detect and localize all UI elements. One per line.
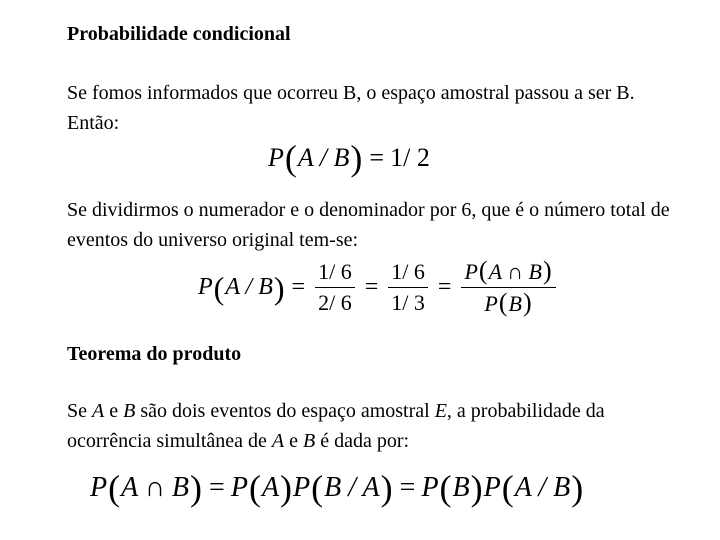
equation-conditional-half — [268, 140, 430, 176]
eq2-equals-2: = — [364, 274, 379, 300]
eq1-open-paren: ( — [284, 138, 297, 178]
paragraph-divide-by-six: Se dividirmos o numerador e o denominador por 6, que é o número total de eventos do universo original tem-se: — [67, 199, 670, 251]
pt-var-a: A — [92, 400, 105, 422]
eq2-f3-den-close: ) — [522, 288, 532, 317]
paragraph-product-theorem — [67, 396, 687, 456]
pt-var-e: E — [434, 400, 447, 422]
eq3-close-3: ) — [380, 468, 393, 508]
eq1-close-paren: ) — [350, 138, 363, 178]
eq2-f3-num-close: ) — [542, 256, 552, 285]
pt-text-4: , a probabilidade da ocorrência simultânea de — [67, 400, 605, 452]
equation-product-theorem — [90, 470, 584, 506]
pt-text-2: e — [104, 400, 124, 422]
eq3-open-2: ( — [248, 468, 261, 508]
pt-text-1: Se — [67, 400, 92, 422]
eq3-close-1: ) — [190, 468, 203, 508]
eq2-equals-1: = — [291, 274, 306, 300]
eq3-p4: P — [421, 472, 439, 503]
eq3-close-2: ) — [280, 468, 293, 508]
eq2-equals-3: = — [437, 274, 452, 300]
eq3-equals-2: = — [399, 472, 416, 503]
eq2-f3-denominator — [481, 288, 535, 317]
eq3-p1: P — [90, 472, 108, 503]
eq2-f3-numerator — [461, 258, 555, 288]
eq3-p5: P — [483, 472, 501, 503]
eq1-equals: = — [369, 143, 385, 172]
eq2-f2-numerator: 1/ 6 — [388, 259, 428, 288]
eq3-b: B — [452, 472, 470, 503]
eq2-f1-numerator: 1/ 6 — [315, 259, 355, 288]
eq2-fraction-1 — [315, 259, 355, 316]
eq3-close-4: ) — [470, 468, 483, 508]
eq1-rhs: 1/ 2 — [390, 143, 430, 172]
eq3-close-5: ) — [571, 468, 584, 508]
heading-conditional-probability: Probabilidade condicional — [67, 23, 291, 45]
eq1-arg: A / B — [297, 143, 350, 172]
eq2-close-paren: ) — [273, 269, 285, 306]
eq2-f3-den-arg: B — [508, 291, 522, 316]
eq3-open-3: ( — [311, 468, 324, 508]
equation-conditional-fractions — [198, 258, 560, 317]
eq2-p: P — [198, 274, 213, 300]
pt-text-6: é dada por: — [315, 430, 410, 452]
eq3-p2: P — [230, 472, 248, 503]
eq1-p: P — [268, 143, 284, 172]
eq3-open-4: ( — [439, 468, 452, 508]
eq3-a-inter-b: A ∩ B — [121, 472, 190, 503]
pt-var-b2: B — [303, 430, 316, 452]
eq2-f3-num-arg: A ∩ B — [488, 259, 542, 284]
eq3-a: A — [261, 472, 280, 503]
eq2-f3-den-open: ( — [498, 288, 508, 317]
eq2-f3-num-open: ( — [478, 256, 488, 285]
eq3-p3: P — [293, 472, 311, 503]
eq3-open-1: ( — [108, 468, 121, 508]
heading-product-theorem: Teorema do produto — [67, 343, 242, 365]
pt-var-b: B — [123, 400, 136, 422]
pt-var-a2: A — [271, 430, 285, 452]
pt-text-5: e — [284, 430, 304, 452]
eq3-a-given-b: A / B — [514, 472, 571, 503]
eq3-open-5: ( — [501, 468, 514, 508]
eq2-f2-denominator: 1/ 3 — [391, 290, 425, 315]
eq3-equals-1: = — [209, 472, 225, 503]
eq2-fraction-3 — [461, 258, 555, 317]
eq3-b-given-a: B / A — [324, 472, 380, 503]
eq2-f1-denominator: 2/ 6 — [318, 290, 352, 315]
paragraph-conditional-intro: Se fomos informados que ocorreu B, o espaço amostral passou a ser B. Então: — [67, 82, 635, 134]
pt-text-3: são dois eventos do espaço amostral — [135, 400, 435, 422]
eq2-open-paren: ( — [213, 269, 225, 306]
eq2-arg: A / B — [225, 274, 273, 300]
eq2-fraction-2 — [388, 259, 428, 316]
eq2-f3-den-p: P — [484, 291, 498, 316]
eq2-f3-num-p: P — [464, 259, 478, 284]
